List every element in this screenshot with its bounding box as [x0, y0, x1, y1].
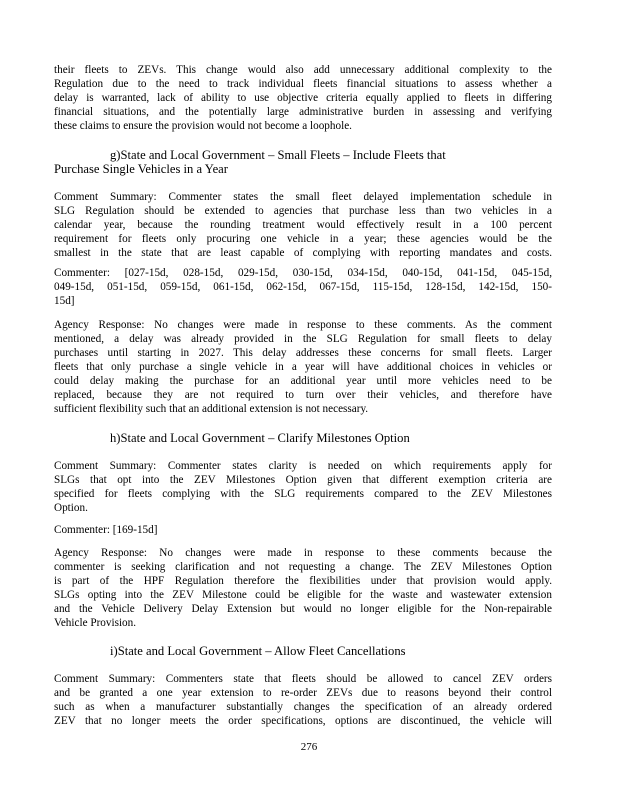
text-line: Comment Summary: Commenter states the small fleet delayed implementation schedule in — [54, 191, 552, 203]
paragraph-i-comment-summary — [54, 672, 552, 728]
text-line: Agency Response: No changes were made in response to these comments because the — [54, 547, 552, 559]
heading-i: i)State and Local Government – Allow Fleet Cancellations — [110, 644, 406, 658]
text-line: Regulation due to the need to track individual fleets financial situations to assess whether a — [54, 78, 552, 90]
text-line: delay is warranted, lack of ability to use objective criteria equally applied to fleets in differing — [54, 92, 552, 104]
text-line: these claims to ensure the provision would not become a loophole. — [54, 120, 352, 132]
text-line: mentioned, a delay was already provided in the SLG Regulation for small fleets to delay — [54, 333, 552, 345]
text-line: Vehicle Provision. — [54, 617, 137, 629]
text-line: could delay making the purchase for an additional year until more vehicles need to be — [54, 375, 552, 387]
text-line: ZEV that no longer meets the order specifications, options are discontinued, the vehicle will — [54, 715, 552, 727]
text-line: financial situations, and the potentially large administrative burden in assessing and verifying — [54, 106, 552, 118]
text-line: replaced, because they are not required to turn over their vehicles, and therefore have — [54, 389, 552, 401]
heading-g: g)State and Local Government – Small Fleets – Include Fleets that — [110, 148, 446, 162]
text-line: purchases until starting in 2027. This delay addresses these concerns for small fleets. Larger — [54, 347, 552, 359]
text-line: 15d] — [54, 295, 75, 307]
paragraph-h-commenter — [54, 523, 552, 537]
paragraph-h-comment-summary — [54, 459, 552, 515]
text-line: Comment Summary: Commenters state that fleets should be allowed to cancel ZEV orders — [54, 673, 552, 685]
text-line: requirement for fleets only procuring one vehicle in a year; these agencies would be the — [54, 233, 552, 245]
text-line: Commenter: [169-15d] — [54, 524, 158, 536]
text-line: specified for fleets complying with the SLG requirements compared to the ZEV Milestones — [54, 488, 552, 500]
text-line: SLGs that opt into the ZEV Milestones Option given that different exemption criteria are — [54, 474, 552, 486]
text-line: sufficient flexibility such that an additional extension is not necessary. — [54, 403, 369, 415]
page-number: 276 — [300, 741, 318, 753]
text-line: SLGs opting into the ZEV Milestone could be eligible for the waste and wastewater extension — [54, 589, 552, 601]
text-line: Agency Response: No changes were made in response to these comments. As the comment — [54, 319, 552, 331]
text-line: and the Vehicle Delivery Delay Extension but would no longer eligible for the Non-repairable — [54, 603, 552, 615]
text-line: fleets that only purchase a single vehicle in a year will have additional choices in vehicles or — [54, 361, 552, 373]
text-line: is part of the HPF Regulation therefore the flexibilities under that provision would apply. — [54, 575, 552, 587]
paragraph-intro — [54, 63, 552, 133]
text-line: and be granted a one year extension to re-order ZEVs due to reasons beyond their control — [54, 687, 552, 699]
text-line: SLG Regulation should be extended to agencies that purchase less than two vehicles in a — [54, 205, 552, 217]
text-line: their fleets to ZEVs. This change would also add unnecessary additional complexity to the — [54, 64, 552, 76]
paragraph-g-agency-response — [54, 318, 552, 416]
heading-g-continued: Purchase Single Vehicles in a Year — [54, 162, 228, 176]
heading-h: h)State and Local Government – Clarify Milestones Option — [110, 431, 410, 445]
paragraph-g-commenter — [54, 266, 552, 308]
text-line: Comment Summary: Commenter states clarity is needed on which requirements apply for — [54, 460, 552, 472]
text-line: such as when a manufacturer substantially changes the specification of an already ordered — [54, 701, 552, 713]
text-line: commenter is seeking clarification and not requesting a change. The ZEV Milestones Option — [54, 561, 552, 573]
text-line: 049-15d, 051-15d, 059-15d, 061-15d, 062-15d, 067-15d, 115-15d, 128-15d, 142-15d, 150- — [54, 281, 552, 293]
paragraph-h-agency-response — [54, 546, 552, 630]
paragraph-g-comment-summary — [54, 190, 552, 260]
text-line: calendar year, because the rounding treatment would effectively result in a 100 percent — [54, 219, 552, 231]
text-line: Commenter: [027-15d, 028-15d, 029-15d, 030-15d, 034-15d, 040-15d, 041-15d, 045-15d, — [54, 267, 552, 279]
text-line: Option. — [54, 502, 88, 514]
text-line: smallest in the state that are least capable of complying with reporting mandates and costs. — [54, 247, 552, 259]
